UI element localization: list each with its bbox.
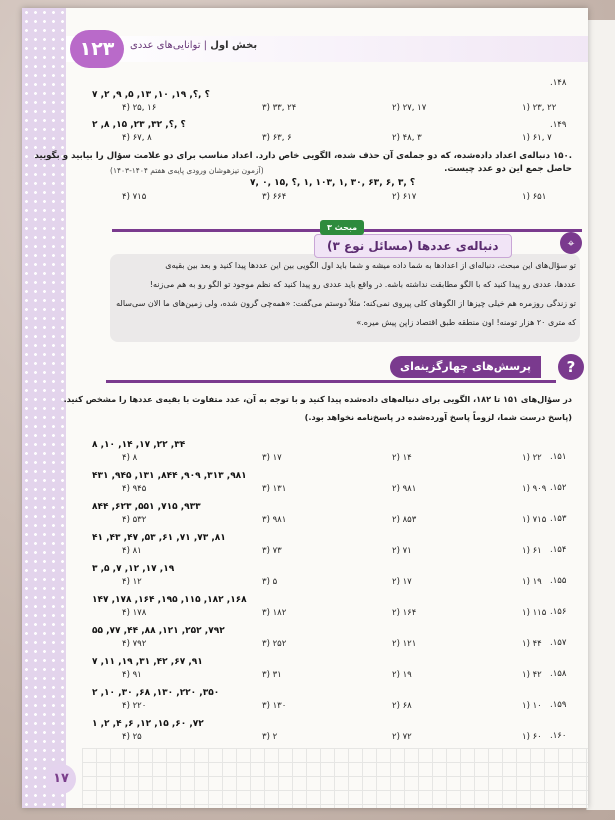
- question-sequence: ۷ ,۲ ,۹ ,۵ ,۱۳ ,۱۰ ,۱۹ ,؟ ,؟: [92, 90, 210, 100]
- option-4: ۲۵ (۴: [122, 732, 142, 742]
- question-number: .۱۵۷: [550, 638, 567, 648]
- option-4: ۹۱ (۴: [122, 670, 142, 680]
- q150-source: (آزمون تیزهوشان ورودی پایه‌ی هفتم ۱۴۰۴-۱۴۰۳): [110, 166, 264, 175]
- option-3: ۲۴ ,۳۳ (۳: [262, 103, 297, 113]
- option-1: ۷۱۵ (۱: [522, 515, 547, 525]
- question-sequence: ۸ ,۱۰ ,۱۴ ,۱۷ ,۲۲ ,۳۴: [92, 440, 186, 450]
- option-4: ۱۲ (۴: [122, 577, 142, 587]
- option-4: ۷۱۵ (۴: [122, 192, 147, 202]
- topic-tag: مبحث ۳: [320, 220, 364, 235]
- option-3: ۹۸۱ (۳: [262, 515, 287, 525]
- option-3: ۱۷ (۳: [262, 453, 282, 463]
- section-title: پرسش‌های چهارگزینه‌ای: [390, 356, 541, 378]
- dotted-side-strip: [22, 8, 66, 808]
- question-number: .۱۵۴: [550, 545, 567, 555]
- chapter-title: بخش اول | توانایی‌های عددی: [130, 40, 258, 51]
- question-sequence: ۴۳۱ ,۹۴۵ ,۱۳۱ ,۸۴۴ ,۹۰۹ ,۳۱۳ ,۹۸۱: [92, 471, 247, 481]
- option-4: ۹۴۵ (۴: [122, 484, 147, 494]
- option-2: ۷۱ (۲: [392, 546, 412, 556]
- option-2: ۹۸۱ (۲: [392, 484, 417, 494]
- question-number: .۱۵۸: [550, 669, 567, 679]
- option-4: ۸ ,۶۷ (۴: [122, 133, 152, 143]
- question-number: .۱۴۹: [550, 120, 567, 130]
- topic-line: تو سؤال‌های این مبحث، دنباله‌ای از اعدادها به شما داده میشه و شما باید اول الگویی بین این عددها پیدا کنید و بعد بین بقیه‌ی: [165, 261, 576, 270]
- option-2: ۱۴ (۲: [392, 453, 412, 463]
- question-sequence: ۳ ,۵ ,۷ ,۱۲ ,۱۷ ,۱۹: [92, 564, 175, 574]
- option-3: ۲۵۲ (۳: [262, 639, 287, 649]
- question-number: .۱۵۲: [550, 483, 567, 493]
- section-rule: [106, 380, 556, 383]
- option-2: ۷۲ (۲: [392, 732, 412, 742]
- question-number: .۱۴۸: [550, 78, 567, 88]
- option-1: ۴۴ (۱: [522, 639, 542, 649]
- bottom-decoration: [82, 748, 588, 808]
- option-3: ۶ ,۶۳ (۳: [262, 133, 292, 143]
- option-2: ۸۵۳ (۲: [392, 515, 417, 525]
- book-page: [22, 8, 588, 808]
- option-1: ۲۲ ,۲۳ (۱: [522, 103, 557, 113]
- option-1: ۷ ,۶۱ (۱: [522, 133, 552, 143]
- question-number: .۱۵۳: [550, 514, 567, 524]
- next-page-edge: [586, 20, 615, 810]
- question-sequence: ۵۵ ,۷۷ ,۴۴ ,۸۸ ,۱۲۱ ,۲۵۲ ,۷۹۲: [92, 626, 225, 636]
- option-1: ۱۱۵ (۱: [522, 608, 547, 618]
- question-number: .۱۶۰: [550, 731, 567, 741]
- option-1: ۱۰ (۱: [522, 701, 542, 711]
- question-number: .۱۵۶: [550, 607, 567, 617]
- option-1: ۲۲ (۱: [522, 453, 542, 463]
- option-1: ۶۱ (۱: [522, 546, 542, 556]
- option-2: ۱۶۴ (۲: [392, 608, 417, 618]
- question-number: .۱۵۱: [550, 452, 567, 462]
- option-3: ۱۳۰ (۳: [262, 701, 287, 711]
- option-3: ۱۸۲ (۳: [262, 608, 287, 618]
- option-2: ۱۹ (۲: [392, 670, 412, 680]
- option-3: ۳۱ (۳: [262, 670, 282, 680]
- header-badge: ۱۲۳: [70, 30, 124, 68]
- question-sequence: ۸۴۴ ,۶۲۳ ,۵۵۱ ,۷۱۵ ,۹۳۳: [92, 502, 201, 512]
- section-intro: در سؤال‌های ۱۵۱ تا ۱۸۲، الگویی برای دنباله‌های داده‌شده پیدا کنید و با توجه به آن، عدد متفاوت با بقیه‌ی عددها را مشخص کنید.: [63, 394, 572, 404]
- option-4: ۸۱ (۴: [122, 546, 142, 556]
- option-4: ۷۹۲ (۴: [122, 639, 147, 649]
- question-number: .۱۵۹: [550, 700, 567, 710]
- question-sequence: ۱ ,۲ ,۴ ,۶ ,۱۲ ,۱۵ ,۶۰ ,۷۲: [92, 719, 204, 729]
- option-2: ۳ ,۴۸ (۲: [392, 133, 422, 143]
- option-2: ۱۷ (۲: [392, 577, 412, 587]
- option-3: ۵ (۳: [262, 577, 278, 587]
- q150-sequence: ؟ ,۳ ,۶ ,۶۳ ,۳۰ ,۱ ,۱۰۳ ,۱ ,؟ ,۱۵ ,۰ ,۷: [250, 178, 416, 188]
- question-sequence: ۴۱ ,۴۳ ,۴۷ ,۵۳ ,۶۱ ,۷۱ ,۷۳ ,۸۱: [92, 533, 226, 543]
- question-sequence: ۲ ,۸ ,۱۵ ,۲۳ ,۳۲ ,؟ ,؟: [92, 120, 186, 130]
- section-note: (پاسخ درست شما، لزوماً پاسخ آورده‌شده در پاسخ‌نامه نخواهد بود.): [304, 412, 572, 422]
- option-2: ۱۷ ,۲۷ (۲: [392, 103, 427, 113]
- chapter-label: بخش اول: [210, 40, 258, 51]
- option-4: ۱۶ ,۲۵ (۴: [122, 103, 157, 113]
- option-1: ۴۲ (۱: [522, 670, 542, 680]
- option-3: ۱۳۱ (۳: [262, 484, 287, 494]
- topic-line: تو زندگی روزمره هم خیلی چیزها از الگوهای کلی پیروی نمی‌کنه؛ مثلاً دوستم می‌گفت: «همه‌چی گرون شده، ولی زمین‌های ما الان سی‌ساله: [116, 299, 576, 308]
- option-2: ۶۱۷ (۲: [392, 192, 417, 202]
- topic-line: که متری ۲۰ هزار تومنه! اون منطقه طبق اقتصاد زاپن پیش میره.»: [356, 318, 576, 327]
- option-3: ۲ (۳: [262, 732, 278, 742]
- q150-text-2: حاصل جمع این دو عدد چیست.: [444, 164, 572, 174]
- option-4: ۱۷۸ (۴: [122, 608, 147, 618]
- question-mark-icon: ?: [558, 354, 584, 380]
- target-icon: ⌖: [560, 232, 582, 254]
- question-sequence: ۱۴۷ ,۱۷۸ ,۱۶۴ ,۱۹۵ ,۱۱۵ ,۱۸۲ ,۱۶۸: [92, 595, 247, 605]
- option-1: ۶۰ (۱: [522, 732, 542, 742]
- question-sequence: ۷ ,۱۱ ,۱۹ ,۳۱ ,۴۲ ,۶۷ ,۹۱: [92, 657, 203, 667]
- option-1: ۱۹ (۱: [522, 577, 542, 587]
- option-3: ۷۳ (۳: [262, 546, 282, 556]
- option-2: ۶۸ (۲: [392, 701, 412, 711]
- page-number: ۱۷: [46, 764, 76, 794]
- option-4: ۸ (۴: [122, 453, 138, 463]
- chapter-name: توانایی‌های عددی: [130, 40, 201, 51]
- option-1: ۶۵۱ (۱: [522, 192, 547, 202]
- option-2: ۱۲۱ (۲: [392, 639, 417, 649]
- option-1: ۹۰۹ (۱: [522, 484, 547, 494]
- topic-line: عددها، عددی رو پیدا کنید که با الگو مطابقت نداشته باشه. در واقع باید عددی رو پیدا کنید که نظم موجود تو الگو رو به هم می‌زنه!: [149, 280, 576, 289]
- question-number: .۱۵۵: [550, 576, 567, 586]
- option-4: ۵۳۲ (۴: [122, 515, 147, 525]
- topic-title: دنباله‌ی عددها (مسائل نوع ۳): [314, 234, 512, 258]
- question-sequence: ۲ ,۱۰ ,۳۰ ,۶۸ ,۱۳۰ ,۲۲۰ ,۳۵۰: [92, 688, 220, 698]
- option-4: ۲۲۰ (۴: [122, 701, 147, 711]
- q150-text: .۱۵۰ دنباله‌ی اعداد داده‌شده، که دو جمله‌ی آن حذف شده، الگویی خاص دارد. اعداد مناسب برای دو علامت سؤال را بیابید و بگویید: [34, 151, 572, 161]
- option-3: ۶۶۴ (۳: [262, 192, 287, 202]
